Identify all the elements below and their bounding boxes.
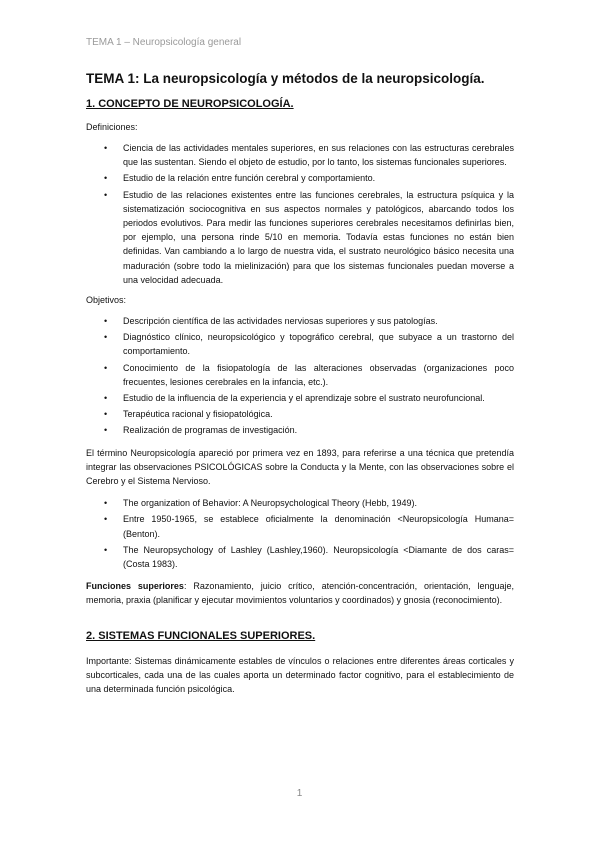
list-item: • Estudio de las relaciones existentes entre las funciones cerebrales, la estructura psíquica y la sistematización sociocognitiva en sus aspectos normales y patológicos, abarcando todos los periodos evolutivos. Para medir las funciones superiores cerebrales necesitamos definirlas bien, por ejemplo, una persona rinde 5/10 en memoria. Todavía estas funciones no están bien definidas. Van cambiando a lo largo de nuestra vida, el sustrato neurológico básico necesita una maduración (sobre todo la mielinización) para que los sistemas funcionales puedan moverse a una velocidad adecuada. xyxy=(104,189,514,285)
bullet-icon: • xyxy=(104,425,108,436)
list-item: • Ciencia de las actividades mentales superiores, en sus relaciones con las estructuras cerebrales que las sustentan. Siendo el objeto de estudio, por lo tanto, los sistemas funcionales superiores. xyxy=(104,143,514,168)
history-paragraph: El término Neuropsicología apareció por primera vez en 1893, para referirse a una técnica que pretendía integrar las observaciones PSICOLÓGICAS sobre la Conducta y la Mente, con las observaciones sobre el Cerebro y el Sistema Nervioso. xyxy=(86,447,514,487)
list-item: • The Neuropsychology of Lashley (Lashley,1960). Neuropsicología <Diamante de dos caras= (Costa 1983). xyxy=(104,544,514,570)
bullet-icon: • xyxy=(104,544,108,555)
bullet-icon: • xyxy=(104,189,108,200)
list-item: • Terapéutica racional y fisiopatológica. xyxy=(86,407,514,421)
section-heading-sistemas: 2. SISTEMAS FUNCIONALES SUPERIORES. xyxy=(86,629,316,642)
history-list xyxy=(86,496,514,571)
list-item: • Estudio de la relación entre función cerebral y comportamiento. xyxy=(86,171,514,185)
funciones-superiores-paragraph xyxy=(86,579,514,607)
list-item: • Diagnóstico clínico, neuropsicológico y topográfico cerebral, que subyace a un trastorno del comportamiento. xyxy=(104,332,514,357)
page-number: 1 xyxy=(296,788,303,799)
list-item: • Entre 1950-1965, se establece oficialmente la denominación <Neuropsicología Humana= (Benton). xyxy=(104,514,514,539)
bullet-icon: • xyxy=(104,498,108,509)
bullet-icon: • xyxy=(104,409,108,420)
definiciones-list xyxy=(86,141,514,287)
bullet-icon: • xyxy=(104,173,108,184)
list-item: • The organization of Behavior: A Neuropsychological Theory (Hebb, 1949). xyxy=(86,496,514,510)
bullet-icon: • xyxy=(104,143,108,153)
list-item: • Estudio de la influencia de la experiencia y el aprendizaje sobre el sustrato neurofuncional. xyxy=(86,391,514,405)
page-content xyxy=(86,71,514,704)
objetivos-label: Objetivos: xyxy=(86,295,127,306)
objetivos-list xyxy=(86,314,514,438)
list-item: • Conocimiento de la fisiopatología de las alteraciones observadas (organizaciones poco frecuentes, lesiones cerebrales en la infancia, etc.). xyxy=(104,362,514,387)
running-header: TEMA 1 – Neuropsicología general xyxy=(86,37,242,48)
funciones-superiores-text: : Razonamiento, juicio crítico, atención-concentración, orientación, lenguaje, memoria, praxia (planificar y ejecutar movimientos voluntarios y coordinados) y gnosia (reconocimiento). xyxy=(86,581,515,606)
bullet-icon: • xyxy=(104,332,108,343)
definiciones-label: Definiciones: xyxy=(86,122,138,132)
bullet-icon: • xyxy=(104,514,108,525)
bullet-icon: • xyxy=(104,393,108,404)
document-title: TEMA 1: La neuropsicología y métodos de la neuropsicología. xyxy=(86,71,485,86)
funciones-superiores-term: Funciones superiores xyxy=(86,581,184,592)
section-heading-concepto: 1. CONCEPTO DE NEUROPSICOLOGÍA. xyxy=(86,98,294,110)
bullet-icon: • xyxy=(104,362,108,373)
sistemas-paragraph: Importante: Sistemas dinámicamente estables de vínculos o relaciones entre diferentes áreas corticales y subcorticales, cada una de las cuales aporta un determinado factor cognitivo, para el establecimiento de una determinada función psicológica. xyxy=(86,655,514,695)
section-spacer xyxy=(86,616,514,630)
list-item: • Descripción científica de las actividades nerviosas superiores y sus patologías. xyxy=(86,314,514,328)
list-item: • Realización de programas de investigación. xyxy=(86,423,514,437)
bullet-icon: • xyxy=(104,316,108,327)
